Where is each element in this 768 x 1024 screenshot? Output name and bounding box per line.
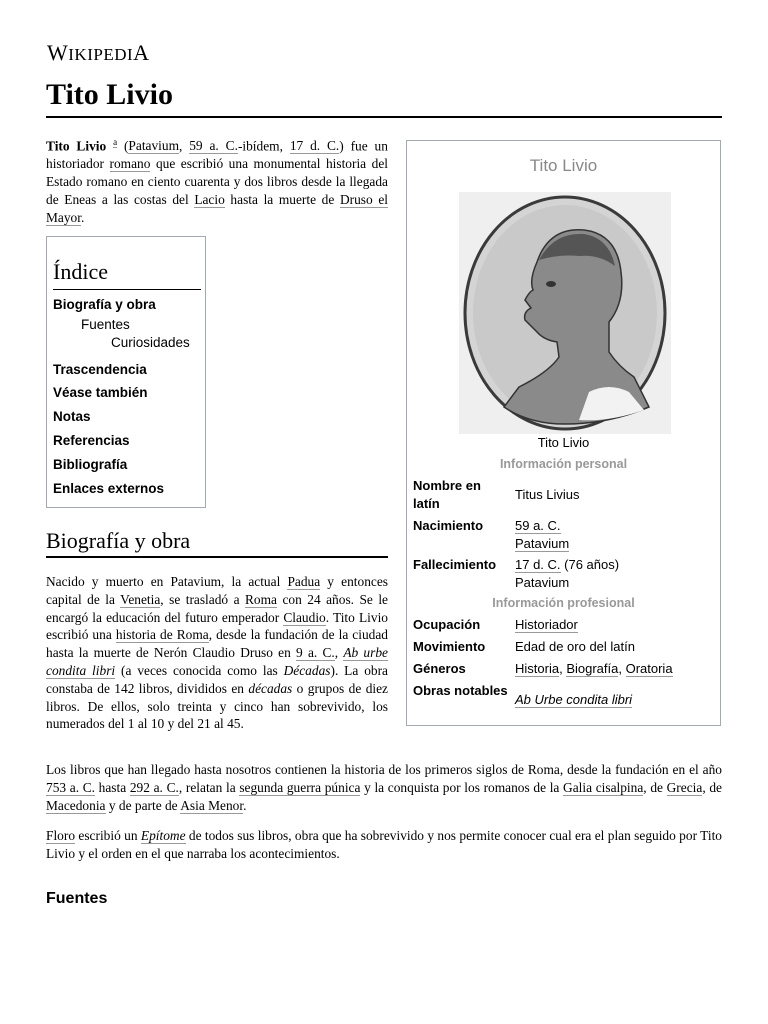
link-292-ac[interactable]: 292 a. C. [129,779,179,795]
value-death: 17 d. C. (76 años) Patavium [515,557,620,590]
footnote-link[interactable]: a [113,137,118,147]
link-death-date[interactable]: 17 d. C. [515,557,561,572]
portrait-engraving [459,192,671,434]
infobox-title: Tito Livio [529,156,598,175]
toc-heading: Índice [53,259,108,284]
infobox [406,140,721,726]
toc-item[interactable]: Fuentes [81,317,130,332]
toc-item[interactable]: Curiosidades [111,335,190,350]
label-latin-name: Nombre en latín [413,478,481,511]
link-17-dc[interactable]: 17 d. C. [289,138,340,154]
paragraph: Floro escribió un Epítome de todos sus libros, obra que ha sobrevivido y nos permite conocer cual era el plan seguido por Tito Livio y el orden en el que narraba los acontecimientos. [46,828,722,861]
link-ab-urbe-condita[interactable]: Ab Urbe condita libri [515,692,633,707]
link-753-ac[interactable]: 753 a. C. [46,779,95,795]
link-padua[interactable]: Padua [287,574,321,589]
paragraph: Nacido y muerto en Patavium, la actual Padua y entonces capital de la Venetia, se trasladó a Roma con 24 años. Se le encargó la educación del futuro emperador Claudio. Tito Livio escribió una historia de Roma, desde la fundación de la ciudad hasta la muerte de Nerón Claudio Druso en 9 a. C., Ab urbe condita libri (a veces conocida como las Décadas). La obra constaba de 142 libros, divididos en décadas o grupos de diez libros. De ellos, solo treinta y cinco han sobrevivido, los numerados del 1 al 10 y del 21 al 45. [46,574,388,732]
section-heading: Biografía y obra [46,528,191,553]
section-professional: Información profesional [492,596,635,610]
link-segunda-guerra-punica[interactable]: segunda guerra púnica [239,779,361,795]
link-historia[interactable]: Historia [515,661,560,676]
toc-item[interactable]: Enlaces externos [53,481,165,496]
toc-divider [53,289,201,290]
toc-item[interactable]: Biografía y obra [53,297,156,312]
link-oratoria[interactable]: Oratoria [625,661,673,676]
wordmark-letter: A [133,40,150,65]
italic-text: Décadas [283,662,331,678]
value-movement: Edad de oro del latín [515,639,635,654]
lead-name: Tito Livio [46,138,107,154]
link-lacio[interactable]: Lacio [194,191,225,207]
link-grecia[interactable]: Grecia [666,779,703,795]
value-latin-name: Titus Livius [515,487,580,502]
toc-item[interactable]: Bibliografía [53,457,128,472]
section-personal: Información personal [499,457,628,471]
link-asia-menor[interactable]: Asia Menor [180,797,244,813]
link-ab-urbe[interactable]: Ab urbe condita libri [46,645,388,678]
toc-item[interactable]: Véase también [53,385,148,400]
paragraph: Los libros que han llegado hasta nosotros contienen la historia de los primeros siglos de Roma, desde la fundación en el año 753 a. C. hasta 292 a. C., relatan la segunda guerra púnica y la conquista por los romanos de la Galia cisalpina, de Grecia, de Macedonia y de parte de Asia Menor. [46,762,722,813]
title-rule [46,116,722,118]
link-9-ac[interactable]: 9 a. C. [296,645,335,661]
link-biografia[interactable]: Biografía [566,661,619,676]
link-roma[interactable]: Roma [245,591,277,607]
toc-item[interactable]: Trascendencia [53,362,147,377]
label-occupation: Ocupación [413,617,481,632]
value-genres: Historia, Biografía, Oratoria [515,661,673,676]
wordmark-letters: IKIPEDI [68,45,134,64]
page-title: Tito Livio [46,78,173,111]
wordmark-letter: W [47,40,69,65]
value-birth [515,517,715,553]
label-movement: Movimiento [413,639,486,654]
label-genres: Géneros [413,661,466,676]
link-macedonia[interactable]: Macedonia [46,797,106,813]
toc-item[interactable]: Notas [53,409,91,424]
value-notable-works [515,691,715,709]
label-birth: Nacimiento [413,518,484,533]
wikipedia-wordmark[interactable] [47,40,150,66]
death-place: Patavium [515,575,570,590]
link-claudio[interactable]: Claudio [283,609,326,625]
table-of-contents [46,236,206,508]
toc-item[interactable]: Referencias [53,433,130,448]
link-druso[interactable]: Druso el Mayor [46,191,388,225]
link-venetia[interactable]: Venetia [120,591,161,607]
portrait-image[interactable] [459,192,671,434]
link-59-ac[interactable]: 59 a. C. [189,138,238,154]
lead-paragraph: Tito Livio $^a$ (Patavium, 59 a. C.-ibídem, 17 d. C.) fue un historiador romano que escribió una monumental historia del Estado romano en ciento cuarenta y dos libros desde la llegada de Eneas a las costas del Lacio hasta la muerte de Druso el Mayor. [46,137,388,225]
portrait-caption: Tito Livio [537,435,590,450]
link-historiador[interactable]: Historiador [515,617,578,632]
value-occupation [515,616,715,634]
label-death: Fallecimiento [413,557,497,572]
subsection-heading: Fuentes [46,890,108,907]
italic-text: décadas [248,680,293,696]
section-rule [46,556,388,558]
link-historia-de-roma[interactable]: historia de Roma [115,627,209,643]
link-floro[interactable]: Floro [46,828,76,843]
link-birth-date[interactable]: 59 a. C. [515,518,561,533]
label-notable-works: Obras notables [413,683,508,698]
link-romano[interactable]: romano [109,156,151,172]
link-birth-place[interactable]: Patavium [515,536,570,551]
link-epitome[interactable]: Epítome [140,828,186,843]
link-patavium[interactable]: Patavium [128,138,180,154]
link-galia-cisalpina[interactable]: Galia cisalpina [563,779,644,795]
